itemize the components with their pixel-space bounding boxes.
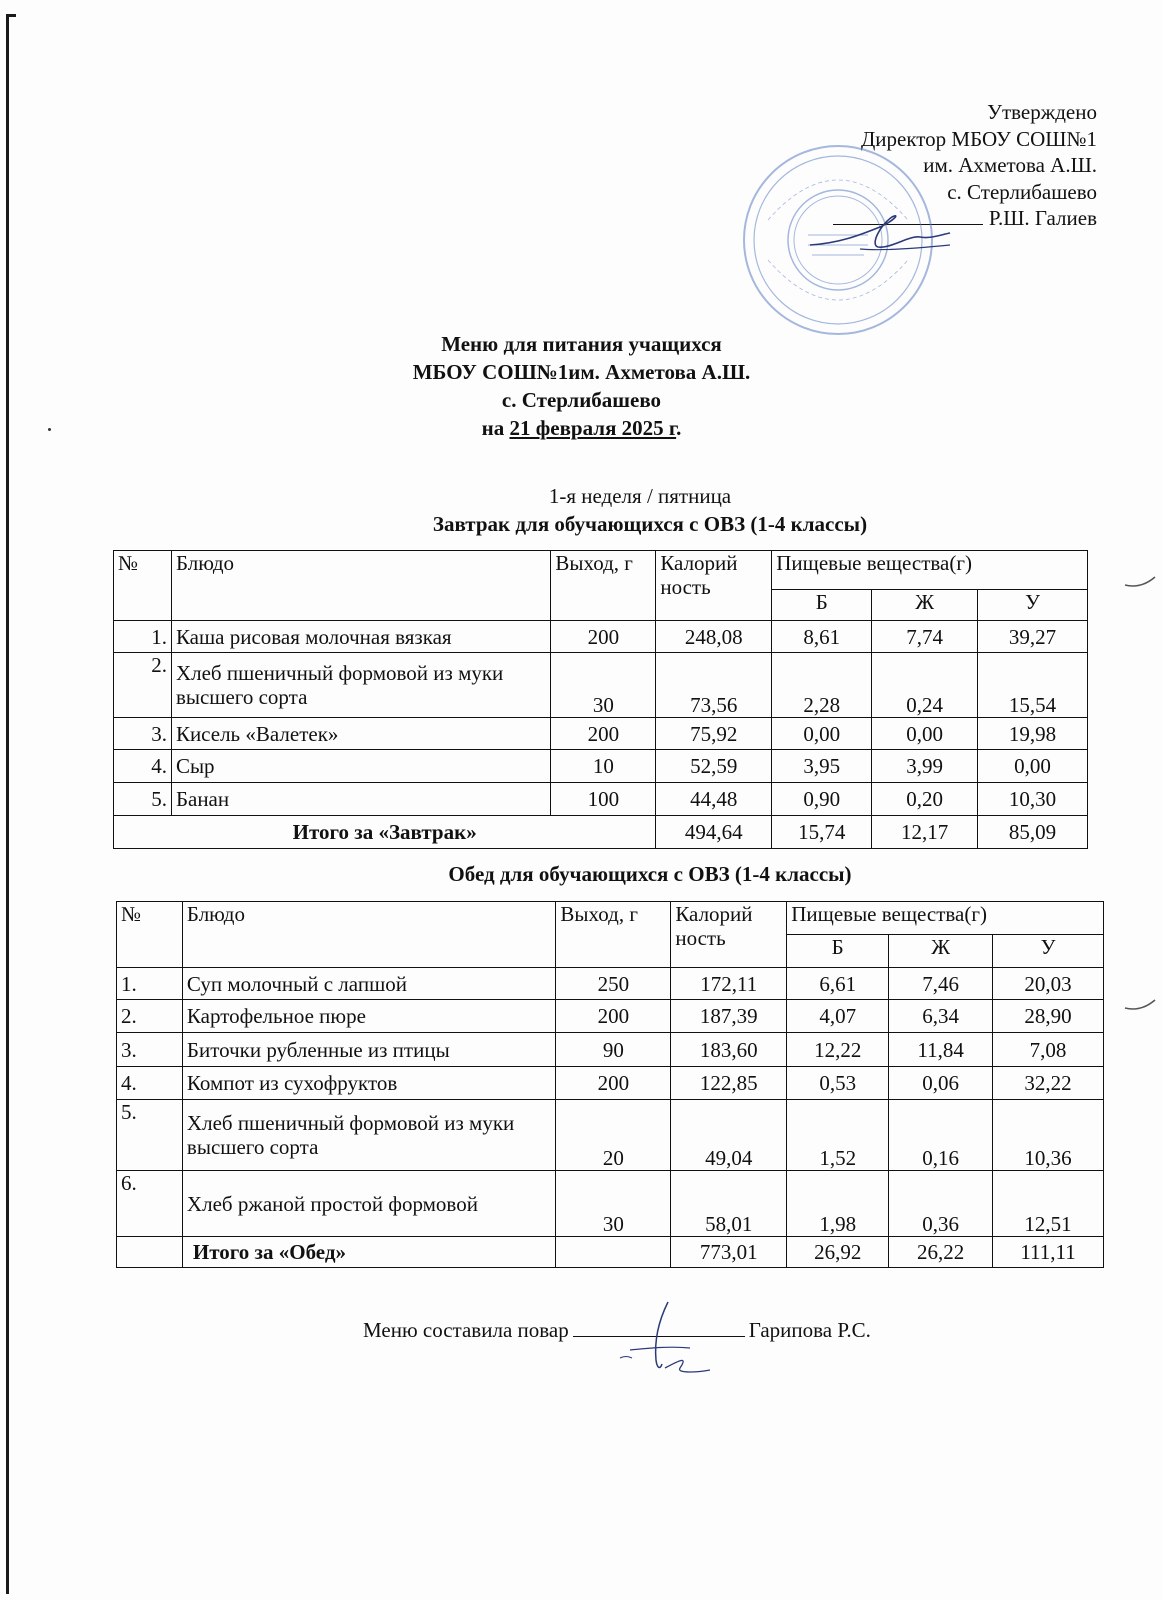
row-yield: 200 [551, 621, 656, 653]
total-row [117, 1237, 1104, 1268]
header-dish: Блюдо [171, 551, 550, 621]
title-line-3: с. Стерлибашево [501, 388, 662, 412]
row-protein: 4,07 [787, 1000, 889, 1033]
row-yield: 30 [551, 653, 656, 718]
row-protein: 12,22 [787, 1033, 889, 1067]
total-carbs: 85,09 [978, 816, 1088, 849]
row-carbs: 19,98 [978, 718, 1088, 750]
row-fat: 6,34 [889, 1000, 993, 1033]
row-carbs: 28,90 [993, 1000, 1104, 1033]
row-kcal: 248,08 [656, 621, 772, 653]
total-row [114, 816, 1088, 849]
row-fat: 7,74 [872, 621, 978, 653]
approval-position: Директор МБОУ СОШ№1 [860, 126, 1097, 151]
date-prefix: на [481, 416, 510, 440]
table-row [117, 1033, 1104, 1067]
row-protein: 8,61 [772, 621, 872, 653]
row-yield: 100 [551, 783, 656, 816]
scan-edge [6, 14, 9, 1594]
header-calories: Калорий ность [656, 551, 772, 621]
row-carbs: 20,03 [993, 968, 1104, 1000]
row-num: 3. [114, 718, 172, 750]
lunch-header-row [117, 902, 1104, 935]
row-carbs: 10,36 [993, 1100, 1104, 1171]
row-dish: Кисель «Валетек» [171, 718, 550, 750]
row-kcal: 44,48 [656, 783, 772, 816]
header-dish: Блюдо [182, 902, 556, 968]
compiled-by-label: Меню составила повар [363, 1318, 569, 1342]
total-empty-cell [556, 1237, 671, 1268]
row-carbs: 39,27 [978, 621, 1088, 653]
row-kcal: 172,11 [671, 968, 787, 1000]
title-line-2: МБОУ СОШ№1им. Ахметова А.Ш. [412, 360, 751, 384]
row-carbs: 15,54 [978, 653, 1088, 718]
header-carbs: У [993, 935, 1104, 968]
total-label: Итого за «Обед» [182, 1237, 556, 1268]
row-fat: 0,36 [889, 1171, 993, 1237]
row-yield: 200 [556, 1000, 671, 1033]
header-fat: Ж [872, 590, 978, 621]
row-dish: Хлеб пшеничный формовой из муки высшего сорта [171, 653, 550, 718]
table-row [114, 750, 1088, 783]
row-protein: 2,28 [772, 653, 872, 718]
director-signature [800, 205, 960, 265]
row-protein: 0,53 [787, 1067, 889, 1100]
table-row [117, 1000, 1104, 1033]
row-dish: Суп молочный с лапшой [182, 968, 556, 1000]
row-yield: 90 [556, 1033, 671, 1067]
row-fat: 11,84 [889, 1033, 993, 1067]
row-kcal: 49,04 [671, 1100, 787, 1171]
total-empty-cell [117, 1237, 183, 1268]
header-num: № [114, 551, 172, 621]
row-num: 2. [114, 653, 172, 718]
total-fat: 12,17 [872, 816, 978, 849]
row-num: 1. [114, 621, 172, 653]
total-protein: 15,74 [772, 816, 872, 849]
title-line-1: Меню для питания учащихся [441, 332, 722, 356]
table-row [114, 653, 1088, 718]
row-fat: 7,46 [889, 968, 993, 1000]
header-nutrients: Пищевые вещества(г) [787, 902, 1104, 935]
table-row [114, 718, 1088, 750]
row-dish: Хлеб пшеничный формовой из муки высшего сорта [182, 1100, 556, 1171]
row-kcal: 75,92 [656, 718, 772, 750]
row-protein: 0,00 [772, 718, 872, 750]
row-num: 5. [114, 783, 172, 816]
header-protein: Б [772, 590, 872, 621]
total-kcal: 773,01 [671, 1237, 787, 1268]
document-title [0, 330, 1163, 442]
row-carbs: 10,30 [978, 783, 1088, 816]
row-protein: 3,95 [772, 750, 872, 783]
header-fat: Ж [889, 935, 993, 968]
title-date-line [0, 414, 1163, 442]
row-yield: 20 [556, 1100, 671, 1171]
header-yield: Выход, г [551, 551, 656, 621]
row-num: 4. [114, 750, 172, 783]
scan-margin-mark [1123, 575, 1157, 593]
scan-margin-mark [1123, 998, 1157, 1016]
total-label: Итого за «Завтрак» [114, 816, 656, 849]
row-num: 5. [117, 1100, 183, 1171]
header-yield: Выход, г [556, 902, 671, 968]
table-row [117, 1171, 1104, 1237]
row-fat: 0,00 [872, 718, 978, 750]
row-protein: 0,90 [772, 783, 872, 816]
cook-name: Гарипова Р.С. [748, 1318, 871, 1342]
week-day-label: 1-я неделя / пятница [548, 484, 732, 508]
row-fat: 3,99 [872, 750, 978, 783]
total-protein: 26,92 [787, 1237, 889, 1268]
row-yield: 30 [556, 1171, 671, 1237]
row-dish: Каша рисовая молочная вязкая [171, 621, 550, 653]
row-dish: Картофельное пюре [182, 1000, 556, 1033]
total-carbs: 111,11 [993, 1237, 1104, 1268]
row-protein: 1,98 [787, 1171, 889, 1237]
table-row [117, 1100, 1104, 1171]
date-suffix: . [676, 416, 682, 440]
row-dish: Сыр [171, 750, 550, 783]
row-kcal: 73,56 [656, 653, 772, 718]
approval-signatory: Р.Ш. Галиев [988, 206, 1097, 230]
row-carbs: 0,00 [978, 750, 1088, 783]
row-fat: 0,16 [889, 1100, 993, 1171]
row-fat: 0,24 [872, 653, 978, 718]
menu-date: 21 февраля 2025 г [509, 416, 677, 440]
total-kcal: 494,64 [656, 816, 772, 849]
approval-school-name: им. Ахметова А.Ш. [923, 153, 1097, 177]
row-num: 1. [117, 968, 183, 1000]
table-row [117, 968, 1104, 1000]
table-row [114, 621, 1088, 653]
row-fat: 0,20 [872, 783, 978, 816]
header-protein: Б [787, 935, 889, 968]
row-yield: 250 [556, 968, 671, 1000]
lunch-table [116, 901, 1104, 1268]
row-carbs: 7,08 [993, 1033, 1104, 1067]
row-yield: 200 [556, 1067, 671, 1100]
scan-edge-top [6, 14, 16, 17]
header-num: № [117, 902, 183, 968]
row-yield: 200 [551, 718, 656, 750]
cook-signature [610, 1298, 740, 1378]
approval-label: Утверждено [987, 100, 1097, 124]
row-carbs: 32,22 [993, 1067, 1104, 1100]
row-dish: Биточки рубленные из птицы [182, 1033, 556, 1067]
table-row [114, 783, 1088, 816]
header-nutrients: Пищевые вещества(г) [772, 551, 1088, 590]
row-num: 3. [117, 1033, 183, 1067]
row-kcal: 122,85 [671, 1067, 787, 1100]
row-dish: Банан [171, 783, 550, 816]
header-calories: Калорий ность [671, 902, 787, 968]
table-row [117, 1067, 1104, 1100]
row-kcal: 187,39 [671, 1000, 787, 1033]
row-dish: Компот из сухофруктов [182, 1067, 556, 1100]
row-num: 2. [117, 1000, 183, 1033]
row-yield: 10 [551, 750, 656, 783]
header-carbs: У [978, 590, 1088, 621]
approval-location: с. Стерлибашево [947, 179, 1097, 204]
breakfast-table [113, 550, 1088, 849]
row-num: 6. [117, 1171, 183, 1237]
row-carbs: 12,51 [993, 1171, 1104, 1237]
breakfast-title: Завтрак для обучающихся с ОВЗ (1-4 классы) [432, 512, 868, 536]
row-kcal: 58,01 [671, 1171, 787, 1237]
row-fat: 0,06 [889, 1067, 993, 1100]
row-kcal: 52,59 [656, 750, 772, 783]
total-fat: 26,22 [889, 1237, 993, 1268]
row-dish: Хлеб ржаной простой формовой [182, 1171, 556, 1237]
row-num: 4. [117, 1067, 183, 1100]
row-kcal: 183,60 [671, 1033, 787, 1067]
row-protein: 6,61 [787, 968, 889, 1000]
lunch-title: Обед для обучающихся с ОВЗ (1-4 классы) [448, 862, 852, 886]
breakfast-header-row [114, 551, 1088, 590]
row-protein: 1,52 [787, 1100, 889, 1171]
